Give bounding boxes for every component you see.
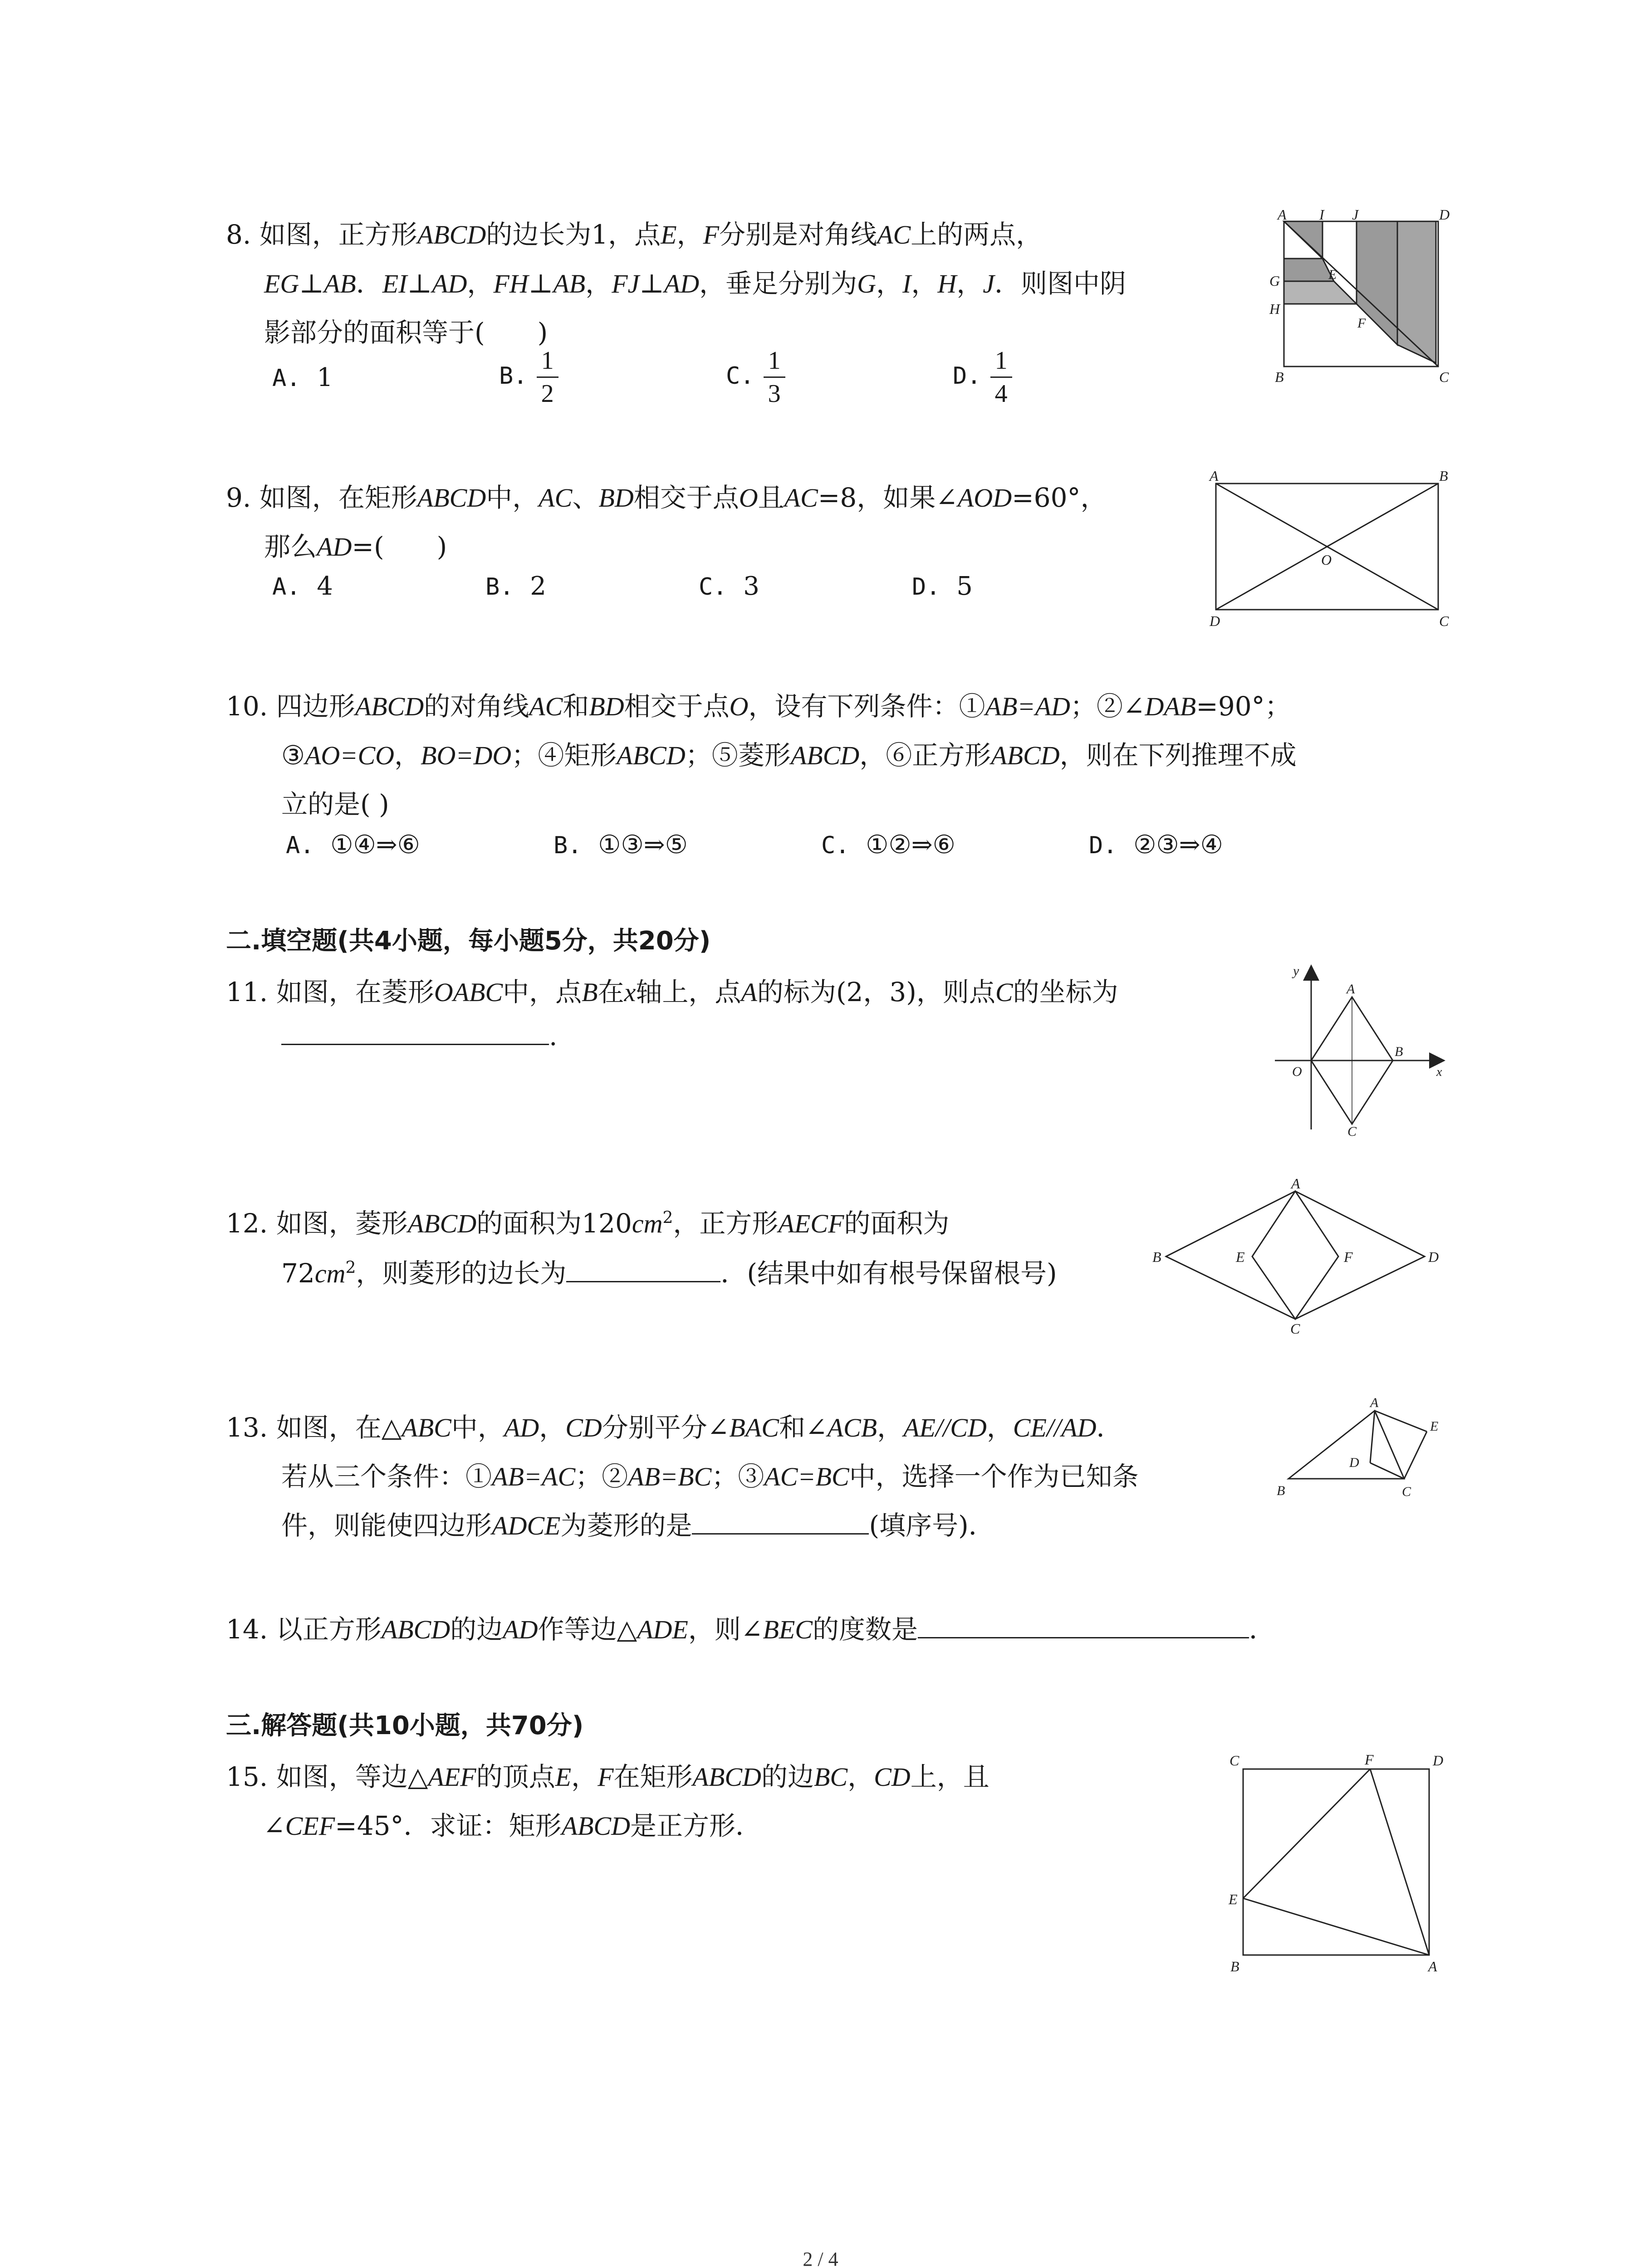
q8-square-figure (1261, 209, 1461, 390)
q10-line-2: ③AO=CO，BO=DO；④矩形ABCD；⑤菱形ABCD，⑥正方形ABCD，则在下列推理不成 (281, 740, 1297, 771)
label-y: y (1293, 963, 1299, 978)
q8-line-3: 影部分的面积等于( ) (264, 317, 548, 348)
label-b: B (1277, 1483, 1285, 1498)
q12-line-1: 12. 如图，菱形ABCD的面积为$120cm^2$，正方形AECF的面积为 (226, 1208, 950, 1239)
q8-option-c: C. $\frac{1}{3}$ (726, 345, 785, 410)
label-c: C (1439, 613, 1449, 629)
label-f: F (1365, 1751, 1374, 1768)
label-a: A (1347, 982, 1355, 997)
label-x: x (1436, 1065, 1442, 1079)
section-heading-solutions: 三.解答题(共10小题，共70分) (226, 1711, 584, 1740)
label-a: A (1428, 1958, 1437, 1973)
answer-blank[interactable] (281, 1043, 549, 1045)
q10-option-a: A. ①④⇒⑥ (286, 830, 420, 860)
label-d: D (1210, 613, 1220, 629)
q10-option-d: D. ②③⇒④ (1089, 830, 1223, 860)
q11-coordinate-figure (1266, 957, 1456, 1139)
label-b: B (1230, 1958, 1239, 1973)
q15-line-2: ∠CEF=45°．求证：矩形ABCD是正方形． (263, 1810, 762, 1841)
label-o: O (1292, 1064, 1302, 1079)
label-b: B (1439, 468, 1448, 484)
label-j: J (1352, 209, 1359, 223)
q9-line-2: 那么AD=( ) (264, 531, 447, 562)
label-b: B (1395, 1044, 1403, 1059)
label-a: A (1278, 209, 1287, 223)
q8-line-1: 8. 如图，正方形ABCD的边长为1，点E，F分别是对角线AC上的两点， (226, 219, 1043, 250)
answer-blank[interactable] (692, 1533, 869, 1535)
q12-rhombus-figure (1143, 1175, 1461, 1338)
q8-option-b: B. $\frac{1}{2}$ (499, 345, 558, 410)
q9-line-1: 9. 如图，在矩形ABCD中，AC、BD相交于点O且AC=8，如果∠AOD=60°， (226, 482, 1107, 513)
q13-triangle-figure (1266, 1393, 1461, 1501)
label-c: C (1347, 1124, 1357, 1139)
page-number: 2 / 4 (803, 2248, 838, 2268)
q9-option-c: C. 3 (699, 572, 759, 601)
q15-line-1: 15. 如图，等边△AEF的顶点E，F在矩形ABCD的边BC，CD上，且 (226, 1761, 989, 1792)
fraction: $\frac{1}{3}$ (764, 345, 785, 410)
label-a: A (1291, 1175, 1300, 1192)
q13-line-3: 件，则能使四边形ADCE为菱形的是 (填序号)． (281, 1510, 995, 1541)
q11-line-1: 11. 如图，在菱形OABC中，点B在x轴上，点A的标为(2，3)，则点C的坐标为 (226, 977, 1118, 1007)
q9-option-d: D. 5 (912, 572, 973, 601)
answer-blank[interactable] (566, 1281, 720, 1282)
label-d: D (1428, 1249, 1439, 1265)
label-b: B (1275, 369, 1284, 385)
q8-option-a: A. 1 (272, 363, 333, 392)
label-a: A (1370, 1395, 1379, 1410)
label-e: E (1328, 267, 1337, 282)
label-c: C (1230, 1752, 1239, 1769)
q11-answer-line: . (281, 1021, 557, 1051)
label-c: C (1402, 1484, 1411, 1499)
label-c: C (1290, 1320, 1300, 1337)
q14-line-1: 14. 以正方形ABCD的边AD作等边△ADE，则∠BEC的度数是 ． (226, 1614, 1276, 1645)
q9-rectangle-figure (1198, 467, 1461, 631)
label-c: C (1439, 369, 1449, 385)
label-e: E (1236, 1249, 1245, 1265)
label-o: O (1321, 552, 1332, 568)
q13-line-2: 若从三个条件：①AB=AC；②AB=BC；③AC=BC中，选择一个作为已知条 (281, 1461, 1139, 1492)
label-b: B (1152, 1249, 1161, 1265)
label-d: D (1349, 1455, 1359, 1470)
q10-line-3: 立的是( ) (281, 789, 389, 820)
fraction: $\frac{1}{4}$ (990, 345, 1012, 410)
label-d: D (1439, 209, 1450, 223)
label-g: G (1269, 273, 1280, 289)
section-heading-fill-in: 二.填空题(共4小题，每小题5分，共20分) (226, 926, 711, 956)
label-h: H (1269, 301, 1280, 317)
q10-line-1: 10. 四边形ABCD的对角线AC和BD相交于点O，设有下列条件：①AB=AD；②∠DAB=90°； (226, 691, 1291, 722)
q9-option-a: A. 4 (272, 572, 333, 601)
q9-option-b: B. 2 (485, 572, 546, 601)
label-e: E (1430, 1419, 1439, 1434)
q8-line-2: EG⊥AB．EI⊥AD，FH⊥AB，FJ⊥AD，垂足分别为G，I，H，J．则图中阴 (264, 268, 1127, 299)
q13-line-1: 13. 如图，在△ABC中，AD，CD分别平分∠BAC和∠ACB，AE//CD，CE//AD． (226, 1412, 1123, 1443)
label-a: A (1210, 468, 1219, 484)
label-f: F (1357, 316, 1366, 331)
label-e: E (1229, 1891, 1238, 1907)
answer-blank[interactable] (918, 1637, 1249, 1638)
label-d: D (1433, 1752, 1444, 1769)
fraction: $\frac{1}{2}$ (537, 345, 558, 410)
q10-option-c: C. ①②⇒⑥ (821, 830, 955, 860)
q15-square-figure (1216, 1746, 1452, 1973)
q8-option-d: D. $\frac{1}{4}$ (953, 345, 1012, 410)
q10-option-b: B. ①③⇒⑤ (554, 830, 688, 860)
q12-line-2: $72cm^2$，则菱形的边长为 ．(结果中如有根号保留根号) (281, 1258, 1057, 1289)
label-f: F (1344, 1249, 1353, 1265)
label-i: I (1319, 209, 1324, 223)
